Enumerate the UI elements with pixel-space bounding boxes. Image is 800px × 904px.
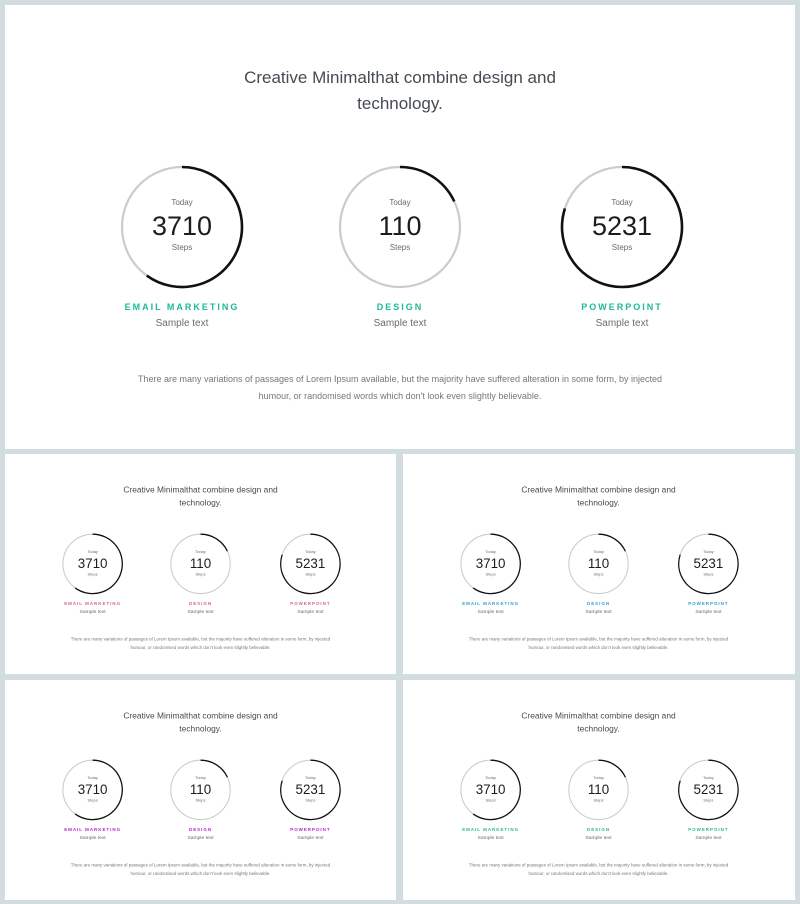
stat-caption: EMAIL MARKETING bbox=[64, 827, 122, 832]
stat-unit: Steps bbox=[305, 797, 316, 803]
stat-value: 110 bbox=[189, 555, 212, 571]
slide-title bbox=[5, 710, 396, 736]
stat-period: Today bbox=[87, 775, 98, 780]
slide-content bbox=[403, 454, 794, 674]
stat-value: 110 bbox=[587, 781, 610, 797]
stat-ring bbox=[459, 533, 521, 595]
stat-period: Today bbox=[305, 775, 316, 780]
stat-subtext: Sample text bbox=[79, 608, 106, 615]
stat-subtext: Sample text bbox=[187, 834, 214, 841]
body-line: There are many variations of passages of Lorem Ipsum available, but the majority have suffered alteration in some form, by injected bbox=[468, 862, 729, 868]
stat-value: 3710 bbox=[151, 211, 213, 241]
slide-title-line: technology. bbox=[357, 94, 443, 113]
body-line: There are many variations of passages of Lorem Ipsum available, but the majority have suffered alteration in some form, by injected bbox=[137, 374, 663, 384]
stat-caption: DESIGN bbox=[587, 827, 611, 832]
stat-value: 5231 bbox=[693, 555, 724, 571]
stat-caption: POWERPOINT bbox=[290, 601, 331, 606]
stat-ring bbox=[279, 533, 341, 595]
stat-unit: Steps bbox=[703, 797, 714, 803]
stat-period: Today bbox=[703, 549, 714, 554]
stat-period: Today bbox=[611, 198, 633, 207]
stat-caption: EMAIL MARKETING bbox=[462, 601, 520, 606]
stat-caption: DESIGN bbox=[189, 601, 213, 606]
stat-ring bbox=[169, 759, 231, 821]
slide-title-line: Creative Minimalthat combine design and bbox=[244, 68, 556, 87]
stat-ring bbox=[559, 164, 685, 290]
slide-thumbnail bbox=[5, 454, 396, 674]
stat-ring bbox=[459, 759, 521, 821]
slide-title-line: Creative Minimalthat combine design and bbox=[123, 711, 278, 721]
body-paragraph bbox=[115, 371, 685, 405]
stat-period: Today bbox=[593, 775, 604, 780]
stat-subtext: Sample text bbox=[297, 608, 324, 615]
body-paragraph bbox=[59, 635, 341, 652]
body-line: humour, or randomised words which don't look even slightly believable. bbox=[130, 871, 271, 877]
stat-period: Today bbox=[171, 198, 193, 207]
stat-unit: Steps bbox=[195, 571, 206, 577]
slide-title bbox=[403, 484, 794, 510]
progress-arc bbox=[400, 167, 454, 201]
stat-caption: POWERPOINT bbox=[581, 302, 663, 312]
body-line: humour, or randomised words which don't look even slightly believable. bbox=[528, 645, 669, 651]
slide-main bbox=[5, 5, 795, 449]
stat-caption: EMAIL MARKETING bbox=[124, 302, 240, 312]
stat-unit: Steps bbox=[87, 797, 98, 803]
stat-value: 3710 bbox=[475, 781, 506, 797]
slide-title-line: technology. bbox=[577, 498, 620, 508]
stat-period: Today bbox=[87, 549, 98, 554]
body-line: humour, or randomised words which don't look even slightly believable. bbox=[130, 645, 271, 651]
slide-thumbnail bbox=[403, 454, 795, 674]
stat-subtext: Sample text bbox=[297, 834, 324, 841]
body-paragraph bbox=[59, 861, 341, 878]
body-paragraph bbox=[457, 635, 739, 652]
stat-value: 5231 bbox=[295, 781, 326, 797]
body-line: humour, or randomised words which don't look even slightly believable. bbox=[528, 871, 669, 877]
stat-ring bbox=[567, 759, 629, 821]
stat-unit: Steps bbox=[611, 243, 633, 252]
stat-unit: Steps bbox=[305, 571, 316, 577]
slide-content bbox=[5, 454, 396, 674]
slide-title-line: technology. bbox=[577, 724, 620, 734]
stat-value: 3710 bbox=[475, 555, 506, 571]
stat-value: 110 bbox=[587, 555, 610, 571]
stat-caption: DESIGN bbox=[189, 827, 213, 832]
stat-unit: Steps bbox=[171, 243, 193, 252]
slide-title bbox=[5, 65, 795, 117]
stat-subtext: Sample text bbox=[187, 608, 214, 615]
stat-caption: DESIGN bbox=[587, 601, 611, 606]
slide-title-line: Creative Minimalthat combine design and bbox=[123, 485, 278, 495]
stat-unit: Steps bbox=[389, 243, 411, 252]
stat-subtext: Sample text bbox=[585, 834, 612, 841]
stat-subtext: Sample text bbox=[595, 318, 649, 329]
stat-caption: POWERPOINT bbox=[290, 827, 331, 832]
body-line: There are many variations of passages of Lorem Ipsum available, but the majority have suffered alteration in some form, by injected bbox=[70, 636, 331, 642]
stat-subtext: Sample text bbox=[585, 608, 612, 615]
stat-value: 5231 bbox=[295, 555, 326, 571]
stat-ring bbox=[61, 533, 123, 595]
stat-ring bbox=[119, 164, 245, 290]
stat-unit: Steps bbox=[593, 571, 604, 577]
slide-content bbox=[5, 5, 795, 449]
stat-unit: Steps bbox=[485, 797, 496, 803]
stat-caption: DESIGN bbox=[376, 302, 424, 312]
slide-content bbox=[5, 680, 396, 900]
body-paragraph bbox=[457, 861, 739, 878]
stat-unit: Steps bbox=[485, 571, 496, 577]
stat-subtext: Sample text bbox=[477, 608, 504, 615]
stat-caption: POWERPOINT bbox=[688, 827, 729, 832]
stat-period: Today bbox=[195, 549, 206, 554]
stat-unit: Steps bbox=[87, 571, 98, 577]
slide-title-line: technology. bbox=[179, 724, 222, 734]
slide-content bbox=[403, 680, 794, 900]
slide-title-line: technology. bbox=[179, 498, 222, 508]
stat-ring bbox=[337, 164, 463, 290]
stat-period: Today bbox=[195, 775, 206, 780]
stat-ring bbox=[567, 533, 629, 595]
stat-period: Today bbox=[305, 549, 316, 554]
stat-caption: EMAIL MARKETING bbox=[64, 601, 122, 606]
stat-period: Today bbox=[593, 549, 604, 554]
stat-unit: Steps bbox=[195, 797, 206, 803]
slide-title bbox=[403, 710, 794, 736]
stat-value: 110 bbox=[378, 211, 422, 241]
stat-ring bbox=[677, 759, 739, 821]
stat-unit: Steps bbox=[593, 797, 604, 803]
stat-unit: Steps bbox=[703, 571, 714, 577]
body-line: There are many variations of passages of Lorem Ipsum available, but the majority have suffered alteration in some form, by injected bbox=[468, 636, 729, 642]
stat-subtext: Sample text bbox=[155, 318, 209, 329]
slide-thumbnail bbox=[403, 680, 795, 900]
slide-title-line: Creative Minimalthat combine design and bbox=[521, 711, 676, 721]
stat-caption: EMAIL MARKETING bbox=[462, 827, 520, 832]
stat-subtext: Sample text bbox=[477, 834, 504, 841]
stat-value: 5231 bbox=[591, 211, 653, 241]
stat-period: Today bbox=[389, 198, 411, 207]
body-line: There are many variations of passages of Lorem Ipsum available, but the majority have suffered alteration in some form, by injected bbox=[70, 862, 331, 868]
stat-value: 3710 bbox=[77, 781, 108, 797]
stat-caption: POWERPOINT bbox=[688, 601, 729, 606]
stat-ring bbox=[169, 533, 231, 595]
stat-subtext: Sample text bbox=[695, 608, 722, 615]
stat-subtext: Sample text bbox=[373, 318, 427, 329]
slide-title bbox=[5, 484, 396, 510]
stat-subtext: Sample text bbox=[79, 834, 106, 841]
stat-value: 110 bbox=[189, 781, 212, 797]
stat-ring bbox=[677, 533, 739, 595]
stat-value: 5231 bbox=[693, 781, 724, 797]
slide-thumbnail bbox=[5, 680, 396, 900]
slide-title-line: Creative Minimalthat combine design and bbox=[521, 485, 676, 495]
stat-period: Today bbox=[703, 775, 714, 780]
stat-ring bbox=[279, 759, 341, 821]
body-line: humour, or randomised words which don't look even slightly believable. bbox=[258, 391, 542, 401]
stat-period: Today bbox=[485, 775, 496, 780]
stat-value: 3710 bbox=[77, 555, 108, 571]
stat-ring bbox=[61, 759, 123, 821]
stat-period: Today bbox=[485, 549, 496, 554]
stat-subtext: Sample text bbox=[695, 834, 722, 841]
